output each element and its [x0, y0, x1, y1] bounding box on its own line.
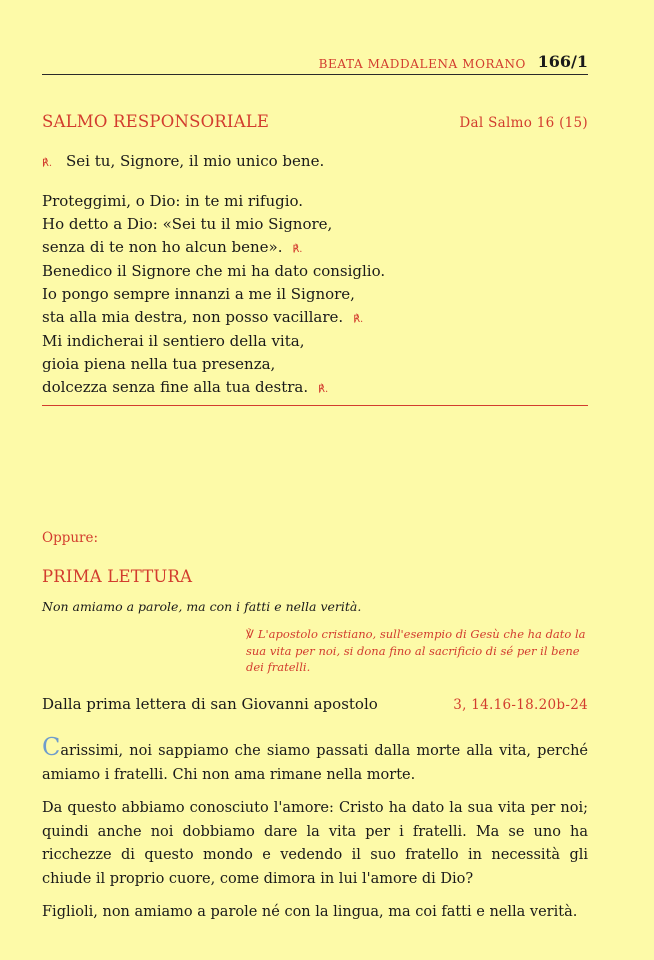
verse-line: Ho detto a Dio: «Sei tu il mio Signore,	[42, 215, 333, 233]
verse-line: Io pongo sempre innanzi a me il Signore,	[42, 285, 355, 303]
running-title: BEATA MADDALENA MORANO	[318, 57, 526, 71]
verse-line: dolcezza senza fine alla tua destra. ℟.	[42, 378, 329, 396]
verse-line: senza di te non ho alcun bene». ℟.	[42, 238, 303, 256]
note-symbol: ℣	[246, 627, 254, 641]
psalm-reference: Dal Salmo 16 (15)	[459, 115, 588, 131]
alternative-label: Oppure:	[42, 530, 99, 546]
response-symbol: ℟.	[42, 158, 53, 169]
note-text: L'apostolo cristiano, sull'esempio di Gesù che ha dato la sua vita per noi, si dona fino al sacrificio di sé per il bene dei fratelli.	[246, 627, 586, 674]
section-divider	[42, 405, 588, 406]
psalm-response	[42, 150, 324, 175]
verse-line: sta alla mia destra, non posso vacillare. ℟.	[42, 308, 364, 326]
psalm-stanza-2	[42, 260, 385, 331]
page-number: 166/1	[537, 52, 588, 71]
reading-motto: Non amiamo a parole, ma con i fatti e nella verità.	[42, 599, 362, 614]
verse-line: gioia piena nella tua presenza,	[42, 355, 276, 373]
reading-source-ref: 3, 14.16-18.20b-24	[453, 697, 588, 713]
reading-note	[246, 626, 590, 676]
psalm-title: SALMO RESPONSORIALE	[42, 112, 270, 131]
verse-line: Benedico il Signore che mi ha dato consiglio.	[42, 262, 386, 280]
drop-cap: C	[42, 733, 61, 761]
reading-body	[42, 733, 588, 925]
reading-paragraph: Carissimi, noi sappiamo che siamo passati dalla morte alla vita, perché amiamo i fratelli. Chi non ama rimane nella morte.	[42, 733, 588, 783]
reading-paragraph: Figlioli, non amiamo a parole né con la lingua, ma coi fatti e nella verità.	[42, 904, 578, 920]
psalm-stanza-1	[42, 190, 332, 261]
response-symbol: ℟.	[318, 384, 329, 395]
response-symbol: ℟.	[292, 244, 303, 255]
response-text: Sei tu, Signore, il mio unico bene.	[66, 152, 325, 170]
response-symbol: ℟.	[353, 314, 364, 325]
reading-paragraph: Da questo abbiamo conosciuto l'amore: Cristo ha dato la sua vita per noi; quindi anche noi dobbiamo dare la vita per i fratelli. Ma se uno ha ricchezze di questo mondo e vedendo il suo fratello in necessità gli chiude il proprio cuore, come dimora in lui l'amore di Dio?	[42, 800, 588, 887]
psalm-stanza-3	[42, 330, 328, 401]
verse-line: Mi indicherai il sentiero della vita,	[42, 332, 305, 350]
reading-source: Dalla prima lettera di san Giovanni apostolo	[42, 695, 378, 713]
verse-line: Proteggimi, o Dio: in te mi rifugio.	[42, 192, 304, 210]
page-header	[42, 50, 588, 75]
reading-title: PRIMA LETTURA	[42, 567, 193, 586]
